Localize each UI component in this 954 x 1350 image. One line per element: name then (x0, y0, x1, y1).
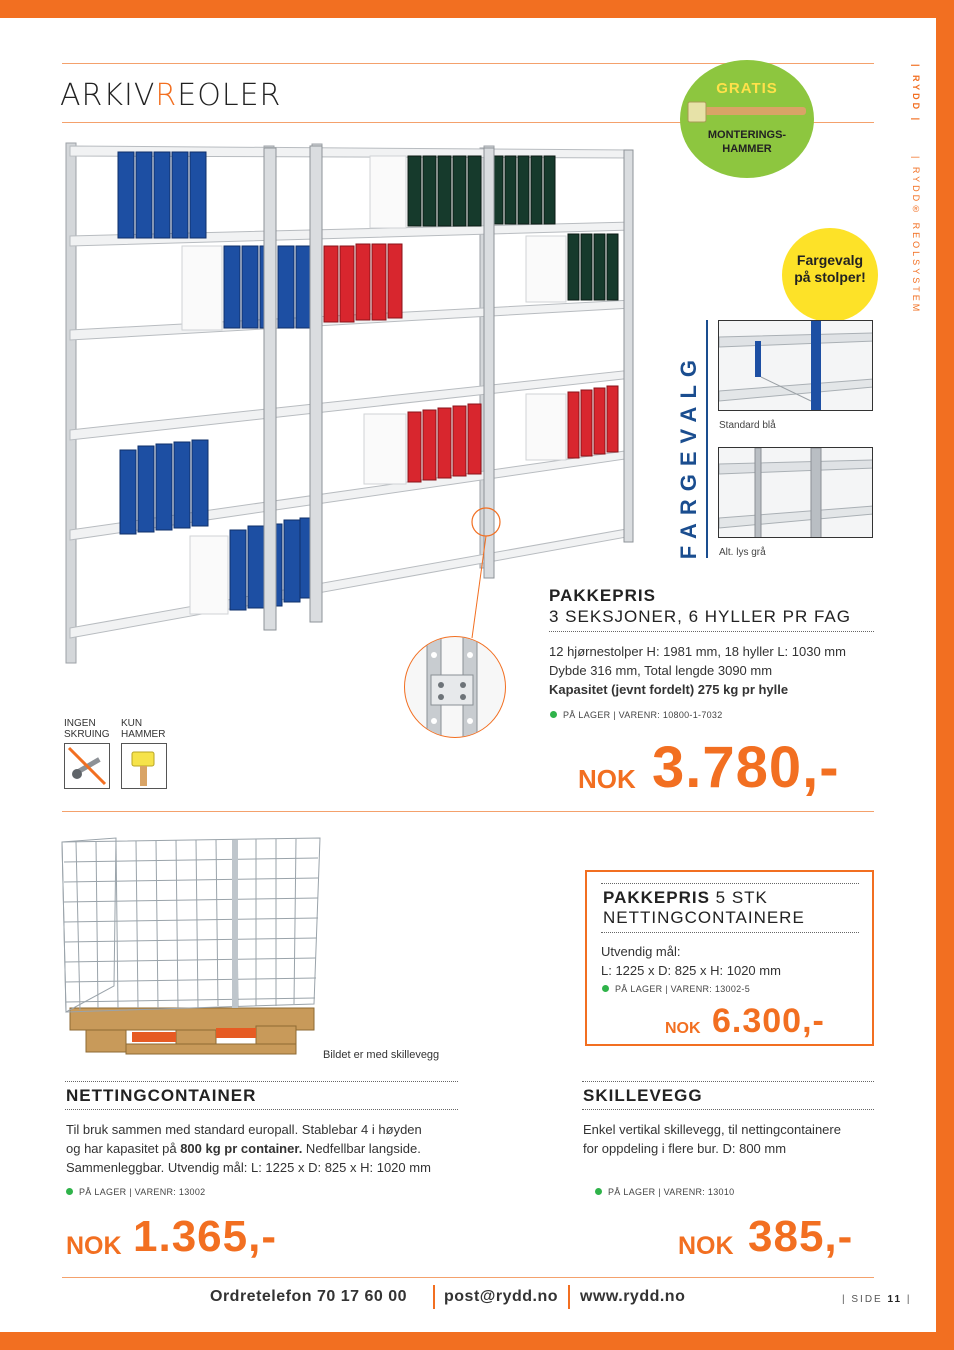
pack-price-currency: NOK (665, 1020, 701, 1037)
footer-rule (62, 1277, 874, 1278)
shelf-offer-subheading: 3 SEKSJONER, 6 HYLLER PR FAG (549, 607, 851, 626)
gratis-subtitle: MONTERINGS- HAMMER (707, 129, 787, 155)
netting-mid-rule (65, 1109, 458, 1110)
fargevalg-line (706, 320, 708, 558)
skillevegg-price-currency: NOK (678, 1232, 734, 1260)
swatch-grey-label: Alt. lys grå (719, 547, 766, 558)
netting-price: 1.365,- (133, 1212, 277, 1261)
hammer-only-icon (121, 743, 167, 789)
feature-hammer-only-label: KUN HAMMER (121, 718, 166, 740)
netting-container-image (56, 836, 324, 1072)
section-rule (62, 811, 874, 812)
skillevegg-stock-info: PÅ LAGER | VARENR: 13010 (595, 1187, 734, 1197)
pack-mid-rule (601, 932, 859, 933)
in-stock-icon (66, 1188, 73, 1195)
pack-top-rule (601, 883, 859, 884)
footer-email[interactable]: post@rydd.no (444, 1288, 559, 1305)
container-image-caption: Bildet er med skillevegg (323, 1049, 440, 1061)
connector-detail (404, 636, 506, 738)
netting-heading: NETTINGCONTAINER (66, 1086, 257, 1105)
netting-description: Til bruk sammen med standard europall. Stablebar 4 i høyden og har kapasitet på 800 kg pr container. Nedfellbar langside. Sammenleggbar. Utvendig mål: L: 1225 x D: 825 x H: 1020 mm (66, 1122, 431, 1175)
skillevegg-description: Enkel vertikal skillevegg, til nettingcontainere for oppdeling i flere bur. D: 800 mm (583, 1122, 841, 1156)
side-system: | RYDD® REOLSYSTEM (911, 156, 921, 315)
gratis-title: GRATIS (716, 80, 778, 97)
page-title: ARKIVREOLER (60, 78, 282, 113)
bottom-border (0, 1332, 954, 1350)
shelf-offer-heading: PAKKEPRIS (549, 586, 656, 605)
swatch-standard-label: Standard blå (719, 420, 776, 431)
shelf-offer-description: 12 hjørnestolper H: 1981 mm, 18 hyller L: 1030 mm Dybde 316 mm, Total lengde 3090 mm Kapasitet (jevnt fordelt) 275 kg pr hylle (549, 644, 846, 697)
hammer-icon (684, 100, 810, 124)
footer-phone[interactable]: Ordretelefon 70 17 60 00 (210, 1288, 407, 1305)
shelf-offer-rule (549, 631, 874, 632)
no-screw-icon (64, 743, 110, 789)
pack-heading: PAKKEPRIS 5 STK NETTINGCONTAINERE (603, 888, 805, 927)
skillevegg-mid-rule (582, 1109, 874, 1110)
in-stock-icon (602, 985, 609, 992)
shelf-price: 3.780,- (652, 735, 840, 800)
skillevegg-heading: SKILLEVEGG (583, 1086, 703, 1105)
fargevalg-label: FARGEVALG (676, 352, 701, 560)
skillevegg-top-rule (582, 1081, 874, 1082)
footer-separator (568, 1285, 570, 1309)
netting-price-currency: NOK (66, 1232, 122, 1260)
in-stock-icon (595, 1188, 602, 1195)
pack-stock-info: PÅ LAGER | VARENR: 13002-5 (602, 984, 750, 994)
in-stock-icon (550, 711, 557, 718)
footer-separator (433, 1285, 435, 1309)
side-brand: | RYDD | (911, 64, 921, 124)
top-border (0, 0, 954, 18)
pack-price: 6.300,- (712, 1002, 825, 1040)
swatch-light-grey (718, 447, 873, 538)
skillevegg-price: 385,- (748, 1212, 854, 1261)
right-border (936, 0, 954, 1350)
footer-web[interactable]: www.rydd.no (580, 1288, 686, 1305)
feature-no-screws-label: INGEN SKRUING (64, 718, 110, 740)
fargevalg-badge-text: Fargevalg på stolper! (794, 252, 866, 285)
netting-stock-info: PÅ LAGER | VARENR: 13002 (66, 1187, 205, 1197)
swatch-standard-blue (718, 320, 873, 411)
page-number: | SIDE 11 | (842, 1294, 912, 1305)
shelf-price-currency: NOK (578, 764, 636, 794)
pack-description: Utvendig mål: L: 1225 x D: 825 x H: 1020 mm (601, 944, 781, 978)
netting-top-rule (65, 1081, 458, 1082)
shelf-stock-info: PÅ LAGER | VARENR: 10800-1-7032 (550, 710, 723, 720)
